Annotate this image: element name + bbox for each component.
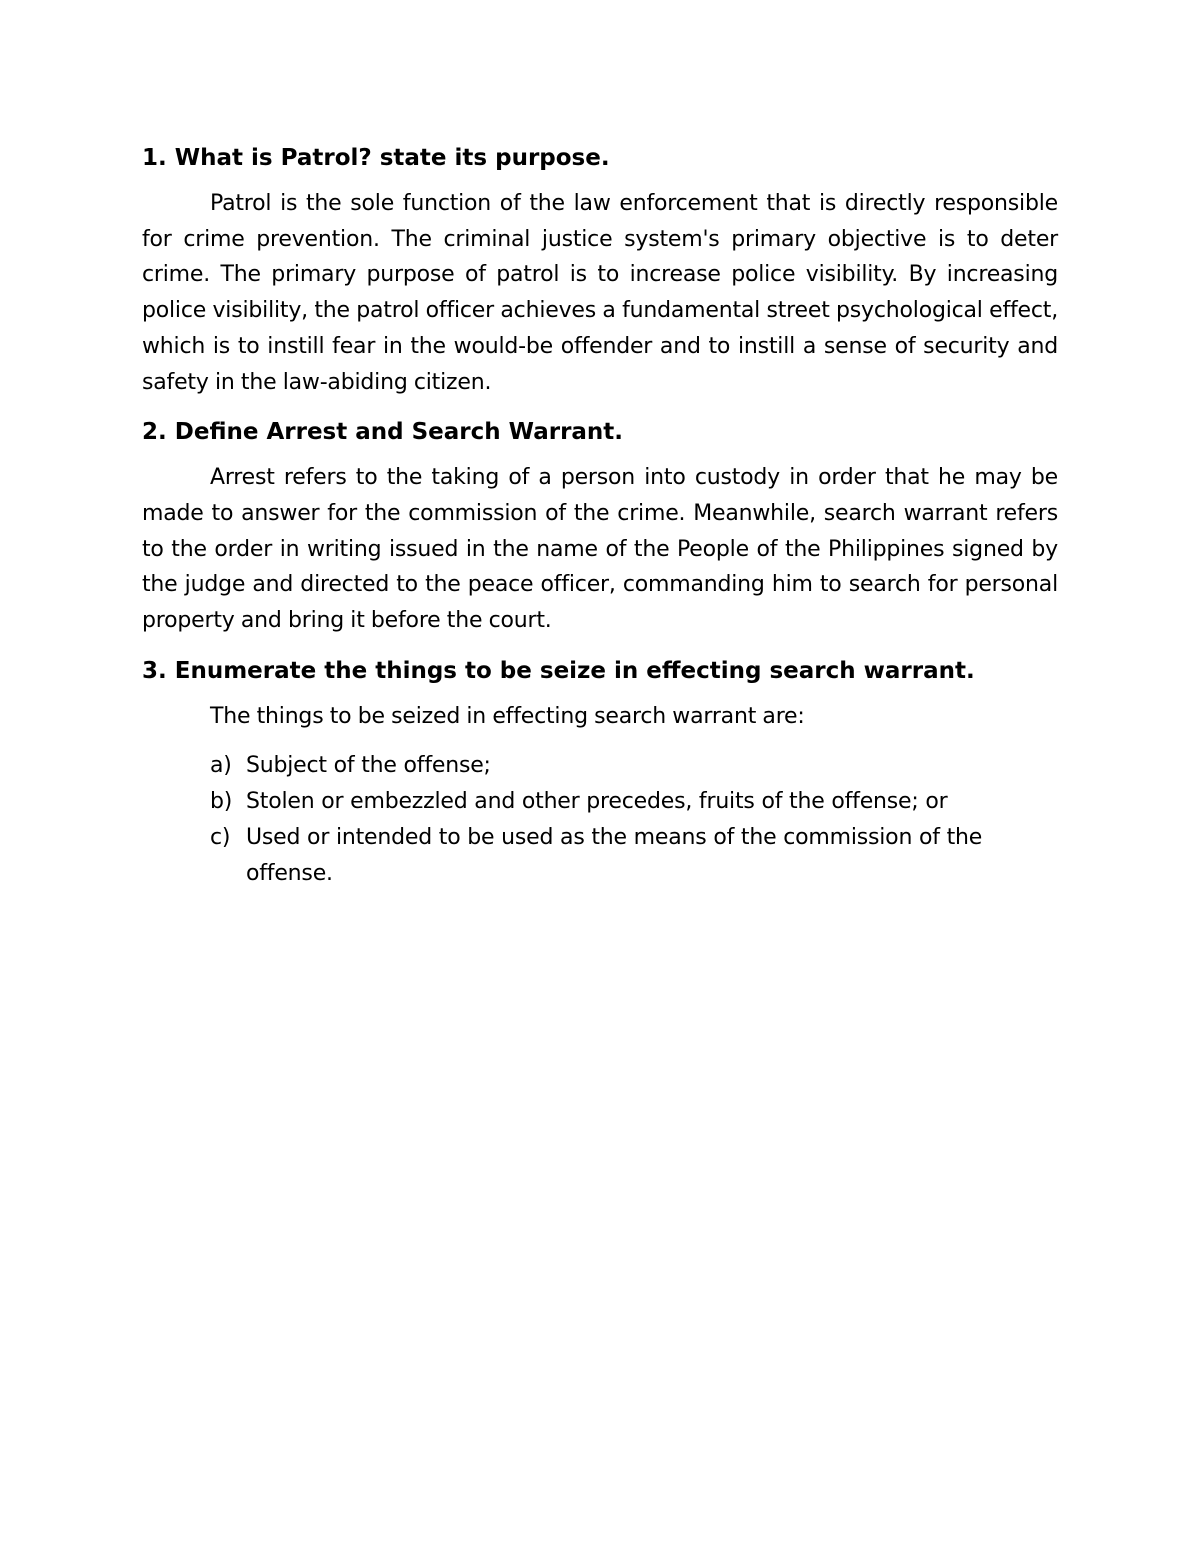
list-item-text: Stolen or embezzled and other precedes, fruits of the offense; or	[246, 789, 948, 815]
list-item-marker: a)	[210, 753, 232, 779]
list-item	[210, 784, 1058, 820]
list-item-text: Subject of the offense;	[246, 753, 491, 779]
list-item-marker: b)	[210, 789, 233, 815]
list-item	[210, 820, 1058, 892]
question-2-heading: 2. Define Arrest and Search Warrant.	[142, 419, 624, 446]
answer-1-paragraph: Patrol is the sole function of the law enforcement that is directly responsible for crime prevention. The criminal justice system's primary objective is to deter crime. The primary purpose of patrol is to increase police visibility. By increasing police visibility, the patrol officer achieves a fundamental street psychological effect, which is to instill fear in the would-be offender and to instill a sense of security and safety in the law-abiding citizen.	[142, 191, 1058, 395]
answer-2-paragraph: Arrest refers to the taking of a person into custody in order that he may be made to answer for the commission of the crime. Meanwhile, search warrant refers to the order in writing issued in the name of the People of the Philippines signed by the judge and directed to the peace officer, commanding him to search for personal property and bring it before the court.	[142, 465, 1058, 634]
answer-3-intro: The things to be seized in effecting search warrant are:	[210, 703, 805, 729]
list-item-text: Used or intended to be used as the means of the commission of the offense.	[246, 825, 983, 887]
list-item	[210, 748, 1058, 784]
document-content	[142, 140, 1058, 892]
question-1-heading: 1. What is Patrol? state its purpose.	[142, 145, 610, 171]
list-item-marker: c)	[210, 825, 231, 851]
question-3-heading: 3. Enumerate the things to be seize in effecting search warrant.	[142, 657, 975, 684]
seized-things-list	[142, 748, 1058, 892]
